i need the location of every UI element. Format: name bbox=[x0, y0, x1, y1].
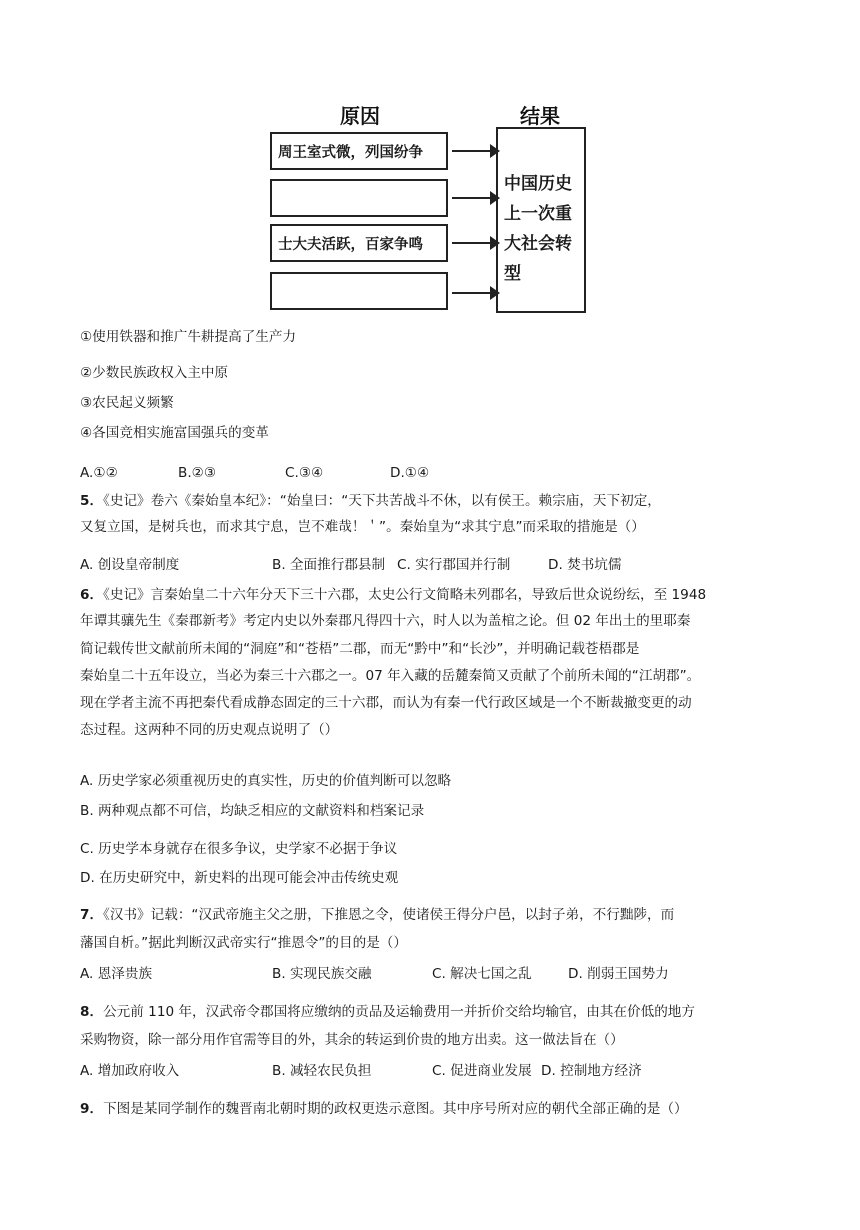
q6-line-4: 秦始皇二十五年设立，当必为秦三十六郡之一。07 年入藏的岳麓秦简又贡献了个前所未闻的“江胡郡”。 bbox=[80, 668, 701, 684]
q7-option-b: B. 实现民族交融 bbox=[272, 966, 372, 982]
q6-option-a: A. 历史学家必须重视历史的真实性，历史的价值判断可以忽略 bbox=[80, 773, 452, 789]
q7-line-2: 藩国自析。”据此判断汉武帝实行“推恩令”的目的是（） bbox=[80, 935, 407, 951]
q6-line-3: 简记载传世文献前所未闻的“洞庭”和“苍梧”二郡，而无“黔中”和“长沙”，并明确记载苍梧郡是 bbox=[80, 641, 640, 657]
q4-option-c: C.③④ bbox=[285, 465, 324, 481]
q5-option-b: B. 全面推行郡县制 bbox=[272, 557, 386, 573]
q5-line-1 bbox=[80, 491, 661, 511]
q6-option-d: D. 在历史研究中，新史料的出现可能会冲击传统史观 bbox=[80, 870, 399, 886]
arrow-1 bbox=[452, 150, 494, 152]
q7-line-1 bbox=[80, 905, 674, 925]
cause-header: 原因 bbox=[340, 104, 380, 128]
q6-line-6: 态过程。这两种不同的历史观点说明了（） bbox=[80, 722, 339, 738]
cause-box-4 bbox=[270, 272, 448, 310]
q7-option-d: D. 削弱王国势力 bbox=[568, 966, 669, 982]
q8-text-1: 公元前 110 年，汉武帝令郡国将应缴纳的贡品及运输费用一并折价交给均输官，由其在价低的地方 bbox=[103, 1004, 695, 1020]
cause-box-1: 周王室式微，列国纷争 bbox=[270, 132, 448, 170]
q5-number: 5． bbox=[80, 493, 104, 509]
q6-line-2: 年谭其骧先生《秦郡新考》考定内史以外秦郡凡得四十六，时人以为盖棺之论。但 02 年出土的里耶秦 bbox=[80, 613, 691, 629]
q4-item-3: ③农民起义频繁 bbox=[80, 395, 174, 411]
q4-item-4: ④各国竞相实施富国强兵的变革 bbox=[80, 425, 269, 441]
result-box: 中国历史上一次重大社会转型 bbox=[496, 127, 586, 313]
q6-number: 6． bbox=[80, 587, 104, 603]
q6-line-5: 现在学者主流不再把秦代看成静态固定的三十六郡，而认为有秦一代行政区域是一个不断裁撤变更的动 bbox=[80, 695, 692, 711]
q5-line-2: 又复立国，是树兵也，而求其宁息，岂不难哉！＇”。秦始皇为“求其宁息”而采取的措施是（） bbox=[80, 519, 645, 535]
arrow-3 bbox=[452, 242, 494, 244]
cause-box-3: 士大夫活跃，百家争鸣 bbox=[270, 224, 448, 262]
q8-option-c: C. 促进商业发展 bbox=[432, 1063, 532, 1079]
q8-line-1 bbox=[80, 1002, 695, 1022]
result-header: 结果 bbox=[520, 104, 560, 128]
q8-line-2: 采购物资，除一部分用作官需等目的外，其余的转运到价贵的地方出卖。这一做法旨在（） bbox=[80, 1032, 624, 1048]
cause-result-diagram bbox=[260, 100, 600, 320]
q8-option-b: B. 减轻农民负担 bbox=[272, 1063, 372, 1079]
q6-text-1: 《史记》言秦始皇二十六年分天下三十六郡，太史公行文简略未列郡名，导致后世众说纷纭，至 1948 bbox=[103, 587, 707, 603]
q5-option-c: C. 实行郡国并行制 bbox=[397, 557, 511, 573]
q9-text-1: 下图是某同学制作的魏晋南北朝时期的政权更迭示意图。其中序号所对应的朝代全部正确的是（） bbox=[103, 1101, 688, 1117]
q7-number: 7． bbox=[80, 907, 104, 923]
q6-option-b: B. 两种观点都不可信，均缺乏相应的文献资料和档案记录 bbox=[80, 803, 425, 819]
q4-option-a: A.①② bbox=[80, 465, 118, 481]
q8-option-a: A. 增加政府收入 bbox=[80, 1063, 180, 1079]
q4-option-b: B.②③ bbox=[178, 465, 217, 481]
q7-option-c: C. 解决七国之乱 bbox=[432, 966, 532, 982]
arrow-2 bbox=[452, 197, 494, 199]
q9-line-1 bbox=[80, 1099, 688, 1119]
q8-number: 8． bbox=[80, 1004, 104, 1020]
q7-option-a: A. 恩泽贵族 bbox=[80, 966, 153, 982]
cause-box-2 bbox=[270, 179, 448, 217]
q6-option-c: C. 历史学本身就存在很多争议，史学家不必据于争议 bbox=[80, 841, 398, 857]
q4-item-1: ①使用铁器和推广牛耕提高了生产力 bbox=[80, 329, 297, 345]
q4-option-d: D.①④ bbox=[390, 465, 430, 481]
q5-option-d: D. 焚书坑儒 bbox=[548, 557, 622, 573]
q8-option-d: D. 控制地方经济 bbox=[541, 1063, 642, 1079]
q5-text-1: 《史记》卷六《秦始皇本纪》：“始皇曰：“天下共苦战斗不休，以有侯王。赖宗庙，天下初定， bbox=[103, 493, 661, 509]
q7-text-1: 《汉书》记载：“汉武帝施主父之册，下推恩之令，使诸侯王得分户邑，以封子弟，不行黜陟，而 bbox=[103, 907, 675, 923]
q5-option-a: A. 创设皇帝制度 bbox=[80, 557, 180, 573]
q4-item-2: ②少数民族政权入主中原 bbox=[80, 365, 229, 381]
q9-number: 9． bbox=[80, 1101, 104, 1117]
arrow-4 bbox=[452, 292, 494, 294]
q6-line-1 bbox=[80, 585, 706, 605]
